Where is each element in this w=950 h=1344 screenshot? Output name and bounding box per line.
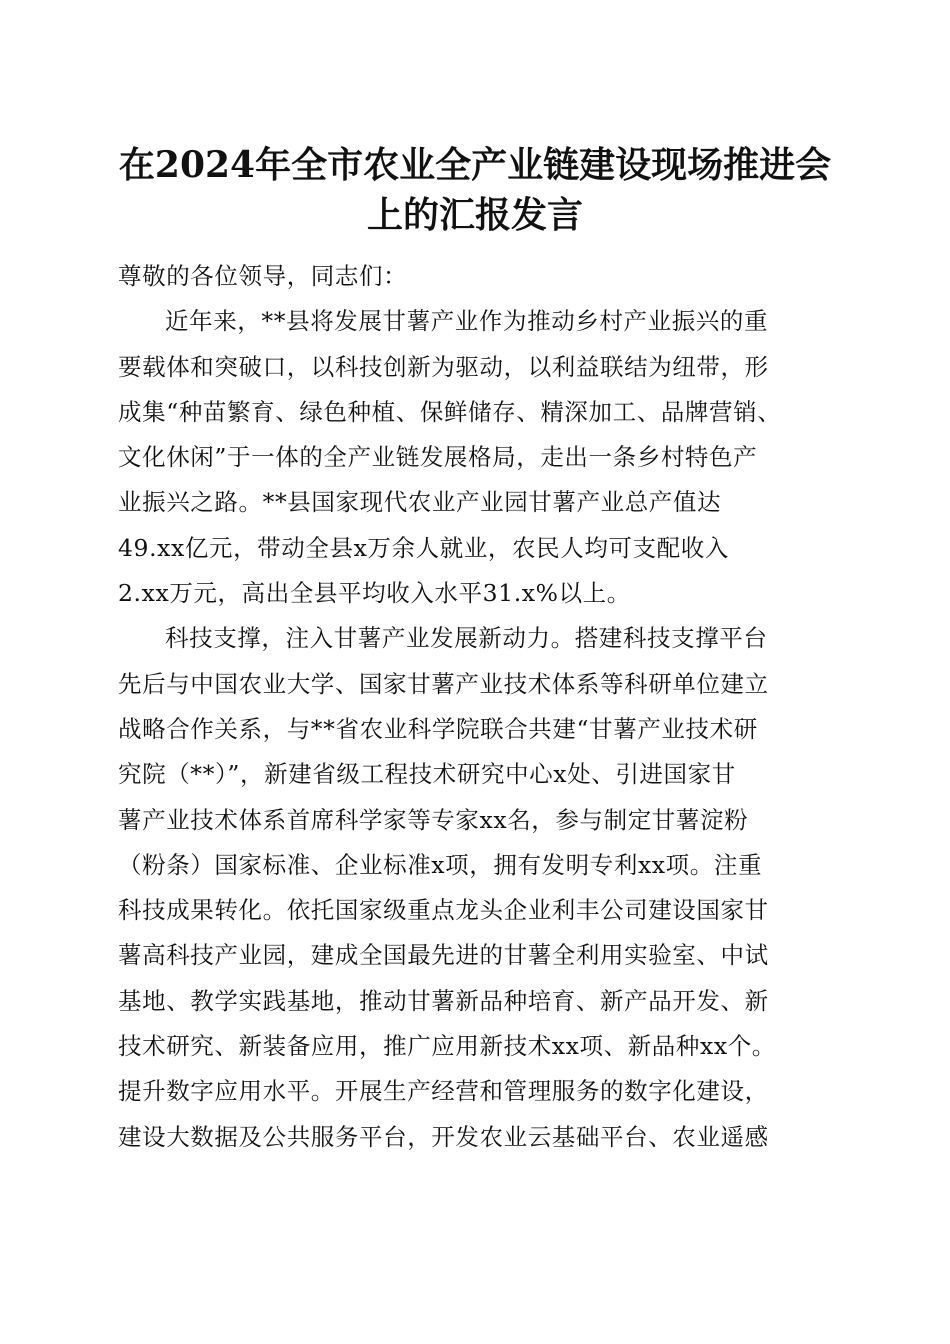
title-line-2: 上的汇报发言 [366,194,583,236]
body-line: 科技成果转化。依托国家级重点龙头企业利丰公司建设国家甘 [118,896,769,925]
body-line: 战略合作关系，与**省农业科学院联合共建“甘薯产业技术研 [118,714,758,743]
body-line: 技术研究、新装备应用，推广应用新技术xx项、新品种xx个。 [118,1032,776,1061]
title-line-1: 在2024年全市农业全产业链建设现场推进会 [118,144,832,186]
body-line: 49.xx亿元，带动全县x万余人就业，农民人均可支配收入 [118,533,729,562]
body-line: 薯高科技产业园，建成全国最先进的甘薯全利用实验室、中试 [118,941,769,970]
body-line: （粉条）国家标准、企业标准x项，拥有发明专利xx项。注重 [118,850,763,879]
salutation: 尊敬的各位领导，同志们： [118,262,408,290]
body-line: 文化休闲”于一体的全产业链发展格局，走出一条乡村特色产 [118,443,758,472]
body-line: 成集“种苗繁育、绿色种植、保鲜储存、精深加工、品牌营销、 [118,397,782,426]
body-line: 提升数字应用水平。开展生产经营和管理服务的数字化建设， [118,1077,769,1106]
body-line: 先后与中国农业大学、国家甘薯产业技术体系等科研单位建立 [118,669,769,698]
body-line: 薯产业技术体系首席科学家等专家xx名，参与制定甘薯淀粉 [118,805,749,834]
body-line: 2.xx万元，高出全县平均收入水平31.x%以上。 [118,579,631,608]
document-body [118,254,838,1160]
body-line: 业振兴之路。**县国家现代农业产业园甘薯产业总产值达 [118,488,722,517]
body-line: 科技支撑，注入甘薯产业发展新动力。搭建科技支撑平台 [165,624,768,653]
document-title [110,140,840,240]
body-line: 建设大数据及公共服务平台，开发农业云基础平台、农业遥感 [118,1122,769,1151]
body-line: 近年来，**县将发展甘薯产业作为推动乡村产业振兴的重 [165,307,769,336]
body-line: 究院（**）”，新建省级工程技术研究中心x处、引进国家甘 [118,760,736,789]
body-line: 基地、教学实践基地，推动甘薯新品种培育、新产品开发、新 [118,986,769,1015]
body-line: 要载体和突破口，以科技创新为驱动，以利益联结为纽带，形 [118,352,769,381]
